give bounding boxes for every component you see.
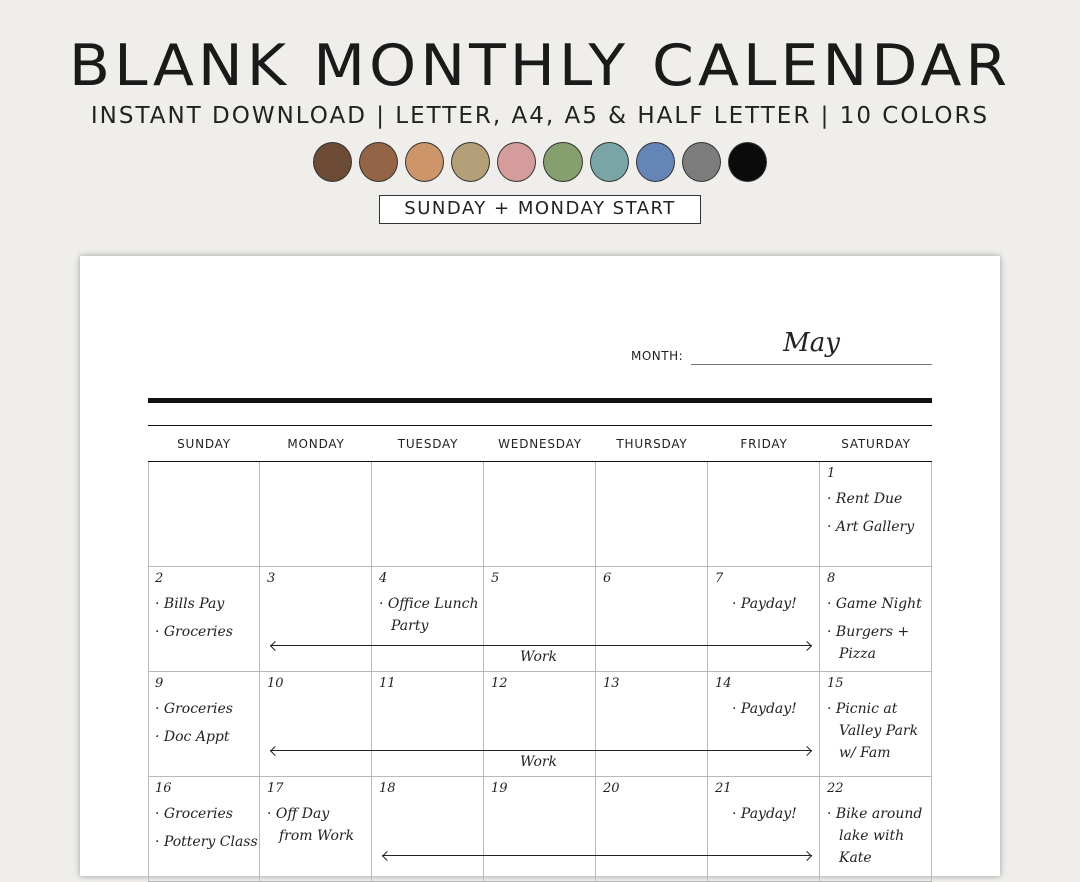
color-swatch-6 bbox=[543, 142, 582, 182]
work-span-arrow bbox=[270, 645, 812, 646]
day-cell[interactable] bbox=[260, 567, 372, 672]
day-cell[interactable] bbox=[820, 567, 932, 672]
day-number: 15 bbox=[827, 676, 844, 691]
day-cell[interactable] bbox=[260, 777, 372, 882]
day-cell[interactable] bbox=[820, 672, 932, 777]
event-item: · Office Lunch bbox=[379, 596, 479, 612]
day-cell[interactable] bbox=[596, 567, 708, 672]
day-cell[interactable] bbox=[708, 672, 820, 777]
day-cell[interactable] bbox=[596, 672, 708, 777]
header-rule-thin bbox=[148, 425, 932, 426]
color-swatches bbox=[313, 142, 767, 184]
event-item: · Doc Appt bbox=[155, 729, 230, 745]
event-item: · Payday! bbox=[732, 806, 797, 822]
day-cell[interactable] bbox=[148, 672, 260, 777]
event-item: · Groceries bbox=[155, 701, 233, 717]
day-number: 2 bbox=[155, 571, 164, 586]
day-number: 6 bbox=[603, 571, 612, 586]
weekday-sunday: SUNDAY bbox=[177, 437, 231, 451]
color-swatch-2 bbox=[359, 142, 398, 182]
day-number: 10 bbox=[267, 676, 284, 691]
weekday-thursday: THURSDAY bbox=[616, 437, 688, 451]
day-cell[interactable] bbox=[596, 777, 708, 882]
day-number: 16 bbox=[155, 781, 172, 796]
day-cell[interactable] bbox=[596, 462, 708, 567]
month-underline bbox=[691, 364, 932, 365]
page-subtitle: INSTANT DOWNLOAD | LETTER, A4, A5 & HALF LETTER | 10 COLORS bbox=[90, 103, 990, 129]
day-number: 8 bbox=[827, 571, 836, 586]
day-cell[interactable] bbox=[372, 462, 484, 567]
weekday-wednesday: WEDNESDAY bbox=[498, 437, 582, 451]
work-span-arrow bbox=[382, 855, 812, 856]
day-number: 14 bbox=[715, 676, 732, 691]
event-item: Kate bbox=[839, 850, 872, 866]
color-swatch-4 bbox=[451, 142, 490, 182]
work-span-label: Work bbox=[520, 649, 558, 665]
day-cell[interactable] bbox=[484, 462, 596, 567]
color-swatch-10 bbox=[728, 142, 767, 182]
day-cell[interactable] bbox=[260, 462, 372, 567]
month-value: May bbox=[783, 328, 840, 358]
day-cell[interactable] bbox=[372, 777, 484, 882]
day-number: 12 bbox=[491, 676, 508, 691]
day-number: 19 bbox=[491, 781, 508, 796]
event-item: · Bills Pay bbox=[155, 596, 225, 612]
event-item: Pizza bbox=[839, 646, 876, 662]
day-cell[interactable] bbox=[372, 672, 484, 777]
day-cell[interactable] bbox=[260, 672, 372, 777]
day-number: 5 bbox=[491, 571, 500, 586]
day-cell[interactable] bbox=[148, 777, 260, 882]
work-span-label: Work bbox=[520, 754, 558, 770]
day-number: 17 bbox=[267, 781, 284, 796]
day-cell[interactable] bbox=[708, 462, 820, 567]
event-item: · Burgers + bbox=[827, 624, 910, 640]
event-item: w/ Fam bbox=[839, 745, 891, 761]
day-number: 20 bbox=[603, 781, 620, 796]
color-swatch-3 bbox=[405, 142, 444, 182]
event-item: · Payday! bbox=[732, 596, 797, 612]
event-item: from Work bbox=[279, 828, 355, 844]
page-title: BLANK MONTHLY CALENDAR bbox=[68, 32, 1012, 100]
event-item: · Picnic at bbox=[827, 701, 898, 717]
event-item: · Art Gallery bbox=[827, 519, 915, 535]
day-number: 3 bbox=[267, 571, 276, 586]
month-label: MONTH: bbox=[631, 349, 684, 363]
day-number: 18 bbox=[379, 781, 396, 796]
event-item: · Bike around bbox=[827, 806, 923, 822]
day-number: 9 bbox=[155, 676, 164, 691]
day-number: 1 bbox=[827, 466, 836, 481]
day-number: 13 bbox=[603, 676, 620, 691]
calendar-grid bbox=[148, 462, 932, 882]
color-swatch-1 bbox=[313, 142, 352, 182]
event-item: Party bbox=[391, 618, 429, 634]
day-cell[interactable] bbox=[708, 777, 820, 882]
day-number: 7 bbox=[715, 571, 724, 586]
day-number: 11 bbox=[379, 676, 396, 691]
event-item: · Groceries bbox=[155, 806, 233, 822]
work-span-arrow bbox=[270, 750, 812, 751]
event-item: · Game Night bbox=[827, 596, 922, 612]
color-swatch-7 bbox=[590, 142, 629, 182]
event-item: · Payday! bbox=[732, 701, 797, 717]
day-cell[interactable] bbox=[820, 462, 932, 567]
day-cell[interactable] bbox=[148, 462, 260, 567]
event-item: · Off Day bbox=[267, 806, 330, 822]
event-item: lake with bbox=[839, 828, 905, 844]
day-cell[interactable] bbox=[484, 777, 596, 882]
color-swatch-9 bbox=[682, 142, 721, 182]
header-rule-thick bbox=[148, 398, 932, 403]
day-number: 4 bbox=[379, 571, 388, 586]
weekday-monday: MONDAY bbox=[287, 437, 345, 451]
event-item: Valley Park bbox=[839, 723, 919, 739]
day-cell[interactable] bbox=[148, 567, 260, 672]
day-cell[interactable] bbox=[372, 567, 484, 672]
color-swatch-5 bbox=[497, 142, 536, 182]
event-item: · Rent Due bbox=[827, 491, 903, 507]
weekday-saturday: SATURDAY bbox=[841, 437, 911, 451]
calendar-page bbox=[80, 256, 1000, 876]
day-number: 22 bbox=[827, 781, 844, 796]
day-cell[interactable] bbox=[708, 567, 820, 672]
start-day-badge: SUNDAY + MONDAY START bbox=[379, 195, 701, 224]
color-swatch-8 bbox=[636, 142, 675, 182]
event-item: · Groceries bbox=[155, 624, 233, 640]
day-number: 21 bbox=[715, 781, 732, 796]
event-item: · Pottery Class bbox=[155, 834, 258, 850]
weekday-friday: FRIDAY bbox=[740, 437, 788, 451]
day-cell[interactable] bbox=[820, 777, 932, 882]
weekday-tuesday: TUESDAY bbox=[397, 437, 459, 451]
